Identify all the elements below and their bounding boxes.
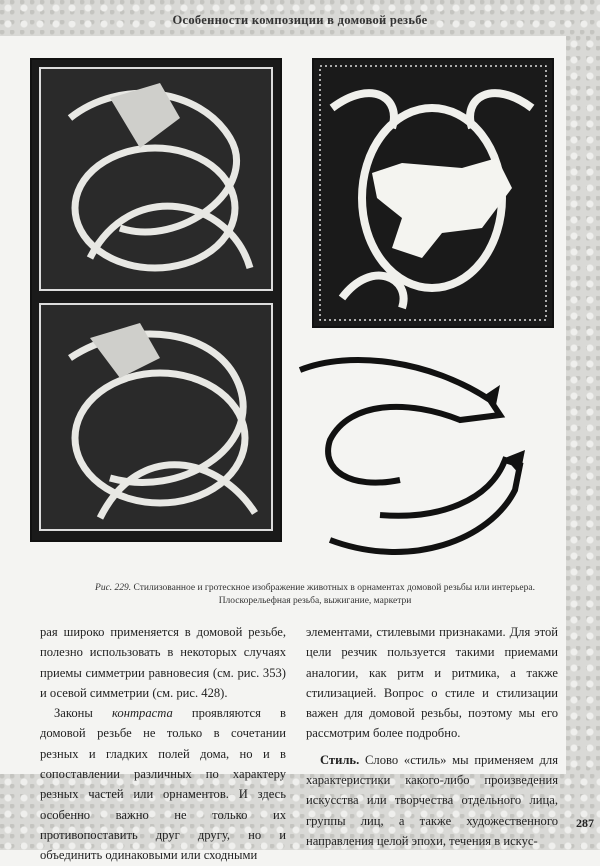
cat-initial-drawing [312,58,554,328]
paragraph [306,750,558,851]
section-term: Стиль. [320,752,360,767]
text-run: Слово «стиль» мы применяем для характеристики какого-либо произведения искусства или творчества отдельного лица, группы лиц, а также художественного направления целой эпохи, течения в искус- [306,752,558,848]
paragraph [40,703,286,865]
paragraph: рая широко применяется в домовой резьбе, полезно использовать в некоторых случаях приемы симметрии равновесия (см. рис. 353) и осевой симметрии (см. рис. 428). [40,625,286,700]
decorative-lace-border-right [566,36,600,776]
figure-caption [80,582,550,608]
italic-term: контраста [112,706,173,721]
text-column-right [306,622,558,851]
dragon-outlines-drawing [290,340,560,580]
text-column-left [40,622,286,866]
text-run: проявляются в домовой резьбе не только в сочетании резных и гладких полей дома, но и в сопоставлении различных по характеру резных частей или орнаментов. И здесь особенно важно не только их противопоставить друг другу, но и объединить одинаковыми или сходными [40,706,286,863]
carved-animals-drawing [30,58,282,542]
paragraph: элементами, стилевыми признаками. Для этой цели резчик пользуется такими приемами аналогии, как ритм и ритмика, а также стилизацией. Вопрос о стиле и стилизации важен для домовой резьбы, поэтому мы его рассмотрим более подробно. [306,625,558,741]
page-number: 287 [576,816,594,830]
figure-label: Рис. 229. [95,583,132,593]
figure-caption-text: Стилизованное и гротескное изображение животных в орнаментах домовой резьбы или интерьера. Плоскорельефная резьба, выжигание, маркетри [133,583,535,606]
text-run: Законы [54,706,112,721]
running-header: Особенности композиции в домовой резьбе [172,13,428,27]
